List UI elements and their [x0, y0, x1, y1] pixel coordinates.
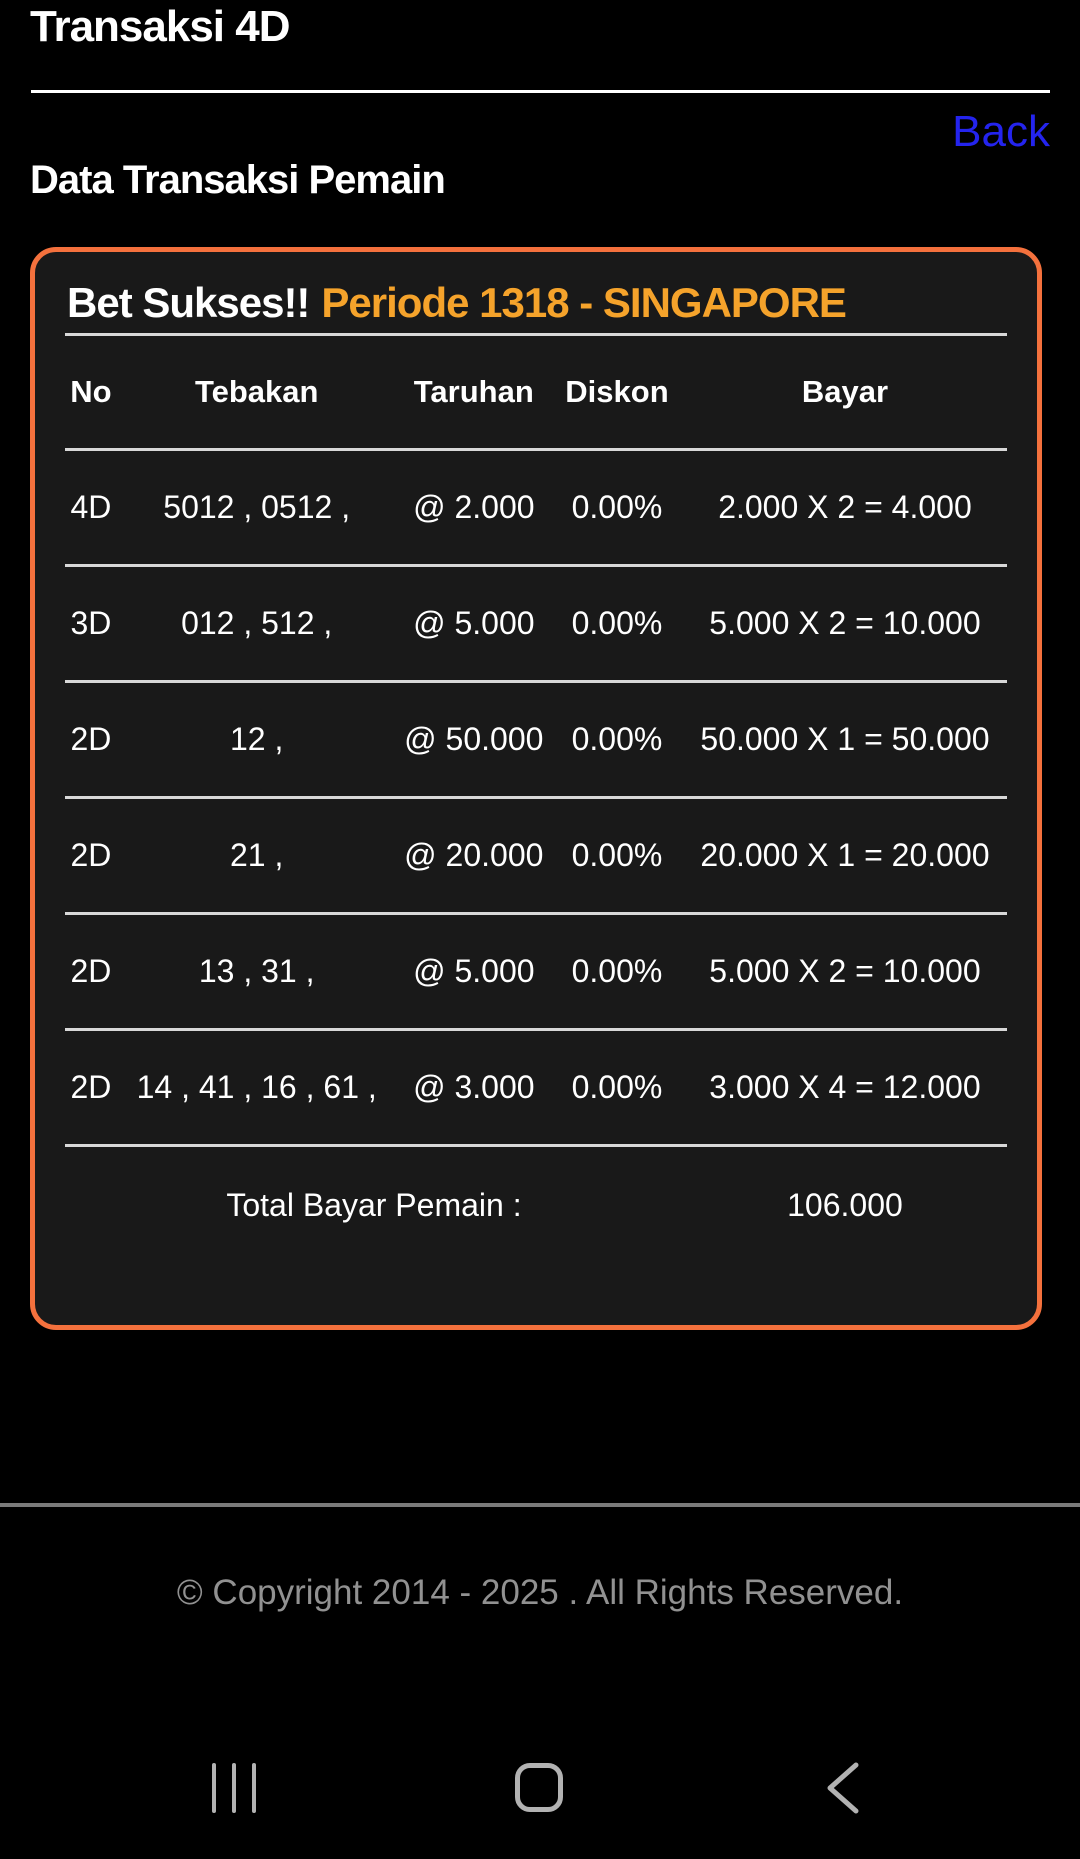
bet-status-header [65, 278, 1007, 336]
cell-taruhan: @ 5.000 [397, 913, 551, 1029]
table-row [65, 565, 1007, 681]
page-title: Transaksi 4D [30, 2, 290, 51]
bet-status-text: Bet Sukses!! [67, 279, 310, 326]
back-icon[interactable] [824, 1761, 860, 1815]
cell-taruhan: @ 50.000 [397, 681, 551, 797]
cell-no: 4D [65, 449, 117, 565]
recents-bar [212, 1763, 216, 1813]
cell-taruhan: @ 3.000 [397, 1029, 551, 1145]
col-header-bayar: Bayar [683, 336, 1007, 449]
cell-diskon: 0.00% [551, 565, 683, 681]
table-row [65, 681, 1007, 797]
cell-no: 2D [65, 913, 117, 1029]
cell-taruhan: @ 5.000 [397, 565, 551, 681]
recents-bar [252, 1763, 256, 1813]
table-row [65, 1029, 1007, 1145]
col-header-taruhan: Taruhan [397, 336, 551, 449]
table-row [65, 449, 1007, 565]
cell-no: 2D [65, 797, 117, 913]
cell-taruhan: @ 20.000 [397, 797, 551, 913]
cell-diskon: 0.00% [551, 449, 683, 565]
home-icon[interactable] [515, 1763, 563, 1812]
cell-bayar: 5.000 X 2 = 10.000 [683, 565, 1007, 681]
header-divider [31, 90, 1050, 93]
total-row [65, 1145, 1007, 1265]
table-row [65, 913, 1007, 1029]
col-header-diskon: Diskon [551, 336, 683, 449]
cell-diskon: 0.00% [551, 913, 683, 1029]
cell-tebakan: 21 , [117, 797, 397, 913]
cell-tebakan: 012 , 512 , [117, 565, 397, 681]
section-title: Data Transaksi Pemain [30, 158, 445, 202]
cell-tebakan: 5012 , 0512 , [117, 449, 397, 565]
cell-no: 2D [65, 681, 117, 797]
cell-bayar: 3.000 X 4 = 12.000 [683, 1029, 1007, 1145]
cell-bayar: 50.000 X 1 = 50.000 [683, 681, 1007, 797]
cell-bayar: 20.000 X 1 = 20.000 [683, 797, 1007, 913]
cell-tebakan: 13 , 31 , [117, 913, 397, 1029]
total-value: 106.000 [787, 1187, 903, 1224]
periode-text: Periode 1318 - SINGAPORE [321, 279, 846, 326]
cell-diskon: 0.00% [551, 681, 683, 797]
cell-tebakan: 12 , [117, 681, 397, 797]
back-link[interactable]: Back [952, 107, 1050, 156]
cell-diskon: 0.00% [551, 1029, 683, 1145]
col-header-tebakan: Tebakan [117, 336, 397, 449]
recents-bar [232, 1763, 236, 1813]
bets-table [65, 336, 1007, 1265]
cell-bayar: 2.000 X 2 = 4.000 [683, 449, 1007, 565]
cell-no: 2D [65, 1029, 117, 1145]
footer-divider [0, 1503, 1080, 1507]
cell-no: 3D [65, 565, 117, 681]
copyright-text: © Copyright 2014 - 2025 . All Rights Reserved. [176, 1573, 904, 1612]
total-label: Total Bayar Pemain : [226, 1187, 522, 1224]
table-header-row [65, 336, 1007, 449]
col-header-no: No [65, 336, 117, 449]
transaction-card [30, 247, 1042, 1330]
table-row [65, 797, 1007, 913]
recents-icon[interactable] [212, 1763, 256, 1813]
cell-taruhan: @ 2.000 [397, 449, 551, 565]
cell-bayar: 5.000 X 2 = 10.000 [683, 913, 1007, 1029]
cell-diskon: 0.00% [551, 797, 683, 913]
cell-tebakan: 14 , 41 , 16 , 61 , [117, 1029, 397, 1145]
